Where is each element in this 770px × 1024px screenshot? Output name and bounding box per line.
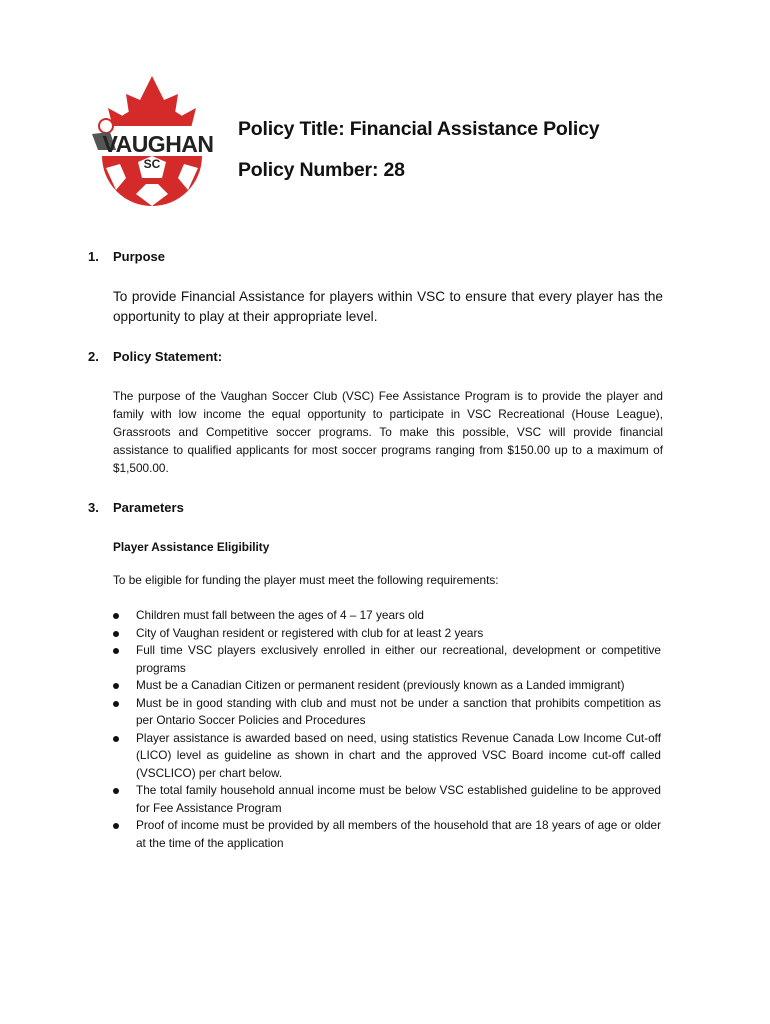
bullet-icon [113, 631, 119, 637]
list-item [113, 642, 661, 677]
list-item-text: Must be in good standing with club and must not be under a sanction that prohibits competition as per Ontario Soccer Policies and Procedures [136, 695, 661, 727]
section-heading: Policy Statement: [113, 349, 223, 364]
section-number: 2. [88, 349, 99, 364]
eligibility-intro: To be eligible for funding the player must meet the following requirements: [113, 573, 499, 587]
section-heading: Parameters [113, 500, 184, 515]
list-item-text: Player assistance is awarded based on need, using statistics Revenue Canada Low Income Cut-off (LICO) level as guideline as shown in chart and the approved VSC Board income cut-off called (VSCLICO) per chart below. [136, 730, 661, 780]
list-item-text: Proof of income must be provided by all members of the household that are 18 years of age or older at the time of the application [136, 818, 661, 850]
bullet-icon [113, 613, 119, 619]
section-purpose-heading [88, 249, 165, 264]
svg-text:VAUGHAN: VAUGHAN [102, 131, 214, 157]
bullet-icon [113, 736, 119, 742]
list-item [113, 817, 661, 852]
policy-statement-text: The purpose of the Vaughan Soccer Club (VSC) Fee Assistance Program is to provide the player and family with low income the equal opportunity to participate in VSC Recreational (House League), Grassroots and Competitive soccer programs. To make this possible, VSC will provide financial assistance to qualified applicants for most soccer programs ranging from $150.00 up to a maximum of $1,500.00. [113, 389, 663, 475]
list-item-text: Children must fall between the ages of 4 – 17 years old [136, 608, 424, 622]
bullet-icon [113, 701, 119, 707]
list-item-text: The total family household annual income must be below VSC established guideline to be approved for Fee Assistance Program [136, 783, 661, 815]
section-heading: Purpose [113, 249, 166, 264]
bullet-icon [113, 788, 119, 794]
list-item-text: Must be a Canadian Citizen or permanent resident (previously known as a Landed immigrant) [136, 678, 625, 692]
section-policy-statement-heading [88, 349, 222, 364]
eligibility-requirements-list [113, 607, 661, 852]
list-item [113, 730, 661, 783]
vaughan-sc-logo [86, 72, 218, 207]
list-item [113, 625, 661, 643]
purpose-text: To provide Financial Assistance for players within VSC to ensure that every player has the opportunity to play at their appropriate level. [113, 289, 663, 324]
bullet-icon [113, 683, 119, 689]
policy-number: Policy Number: 28 [238, 159, 405, 181]
list-item-text: Full time VSC players exclusively enrolled in either our recreational, development or competitive programs [136, 643, 661, 675]
list-item [113, 695, 661, 730]
section-parameters-heading [88, 500, 184, 515]
bullet-icon [113, 648, 119, 654]
eligibility-subheading: Player Assistance Eligibility [113, 540, 270, 554]
section-number: 3. [88, 500, 99, 515]
bullet-icon [113, 823, 119, 829]
list-item [113, 607, 661, 625]
policy-title: Policy Title: Financial Assistance Policy [238, 118, 600, 140]
svg-text:SC: SC [143, 157, 161, 171]
list-item [113, 677, 661, 695]
list-item-text: City of Vaughan resident or registered with club for at least 2 years [136, 625, 484, 640]
section-number: 1. [88, 249, 99, 264]
list-item [113, 782, 661, 817]
